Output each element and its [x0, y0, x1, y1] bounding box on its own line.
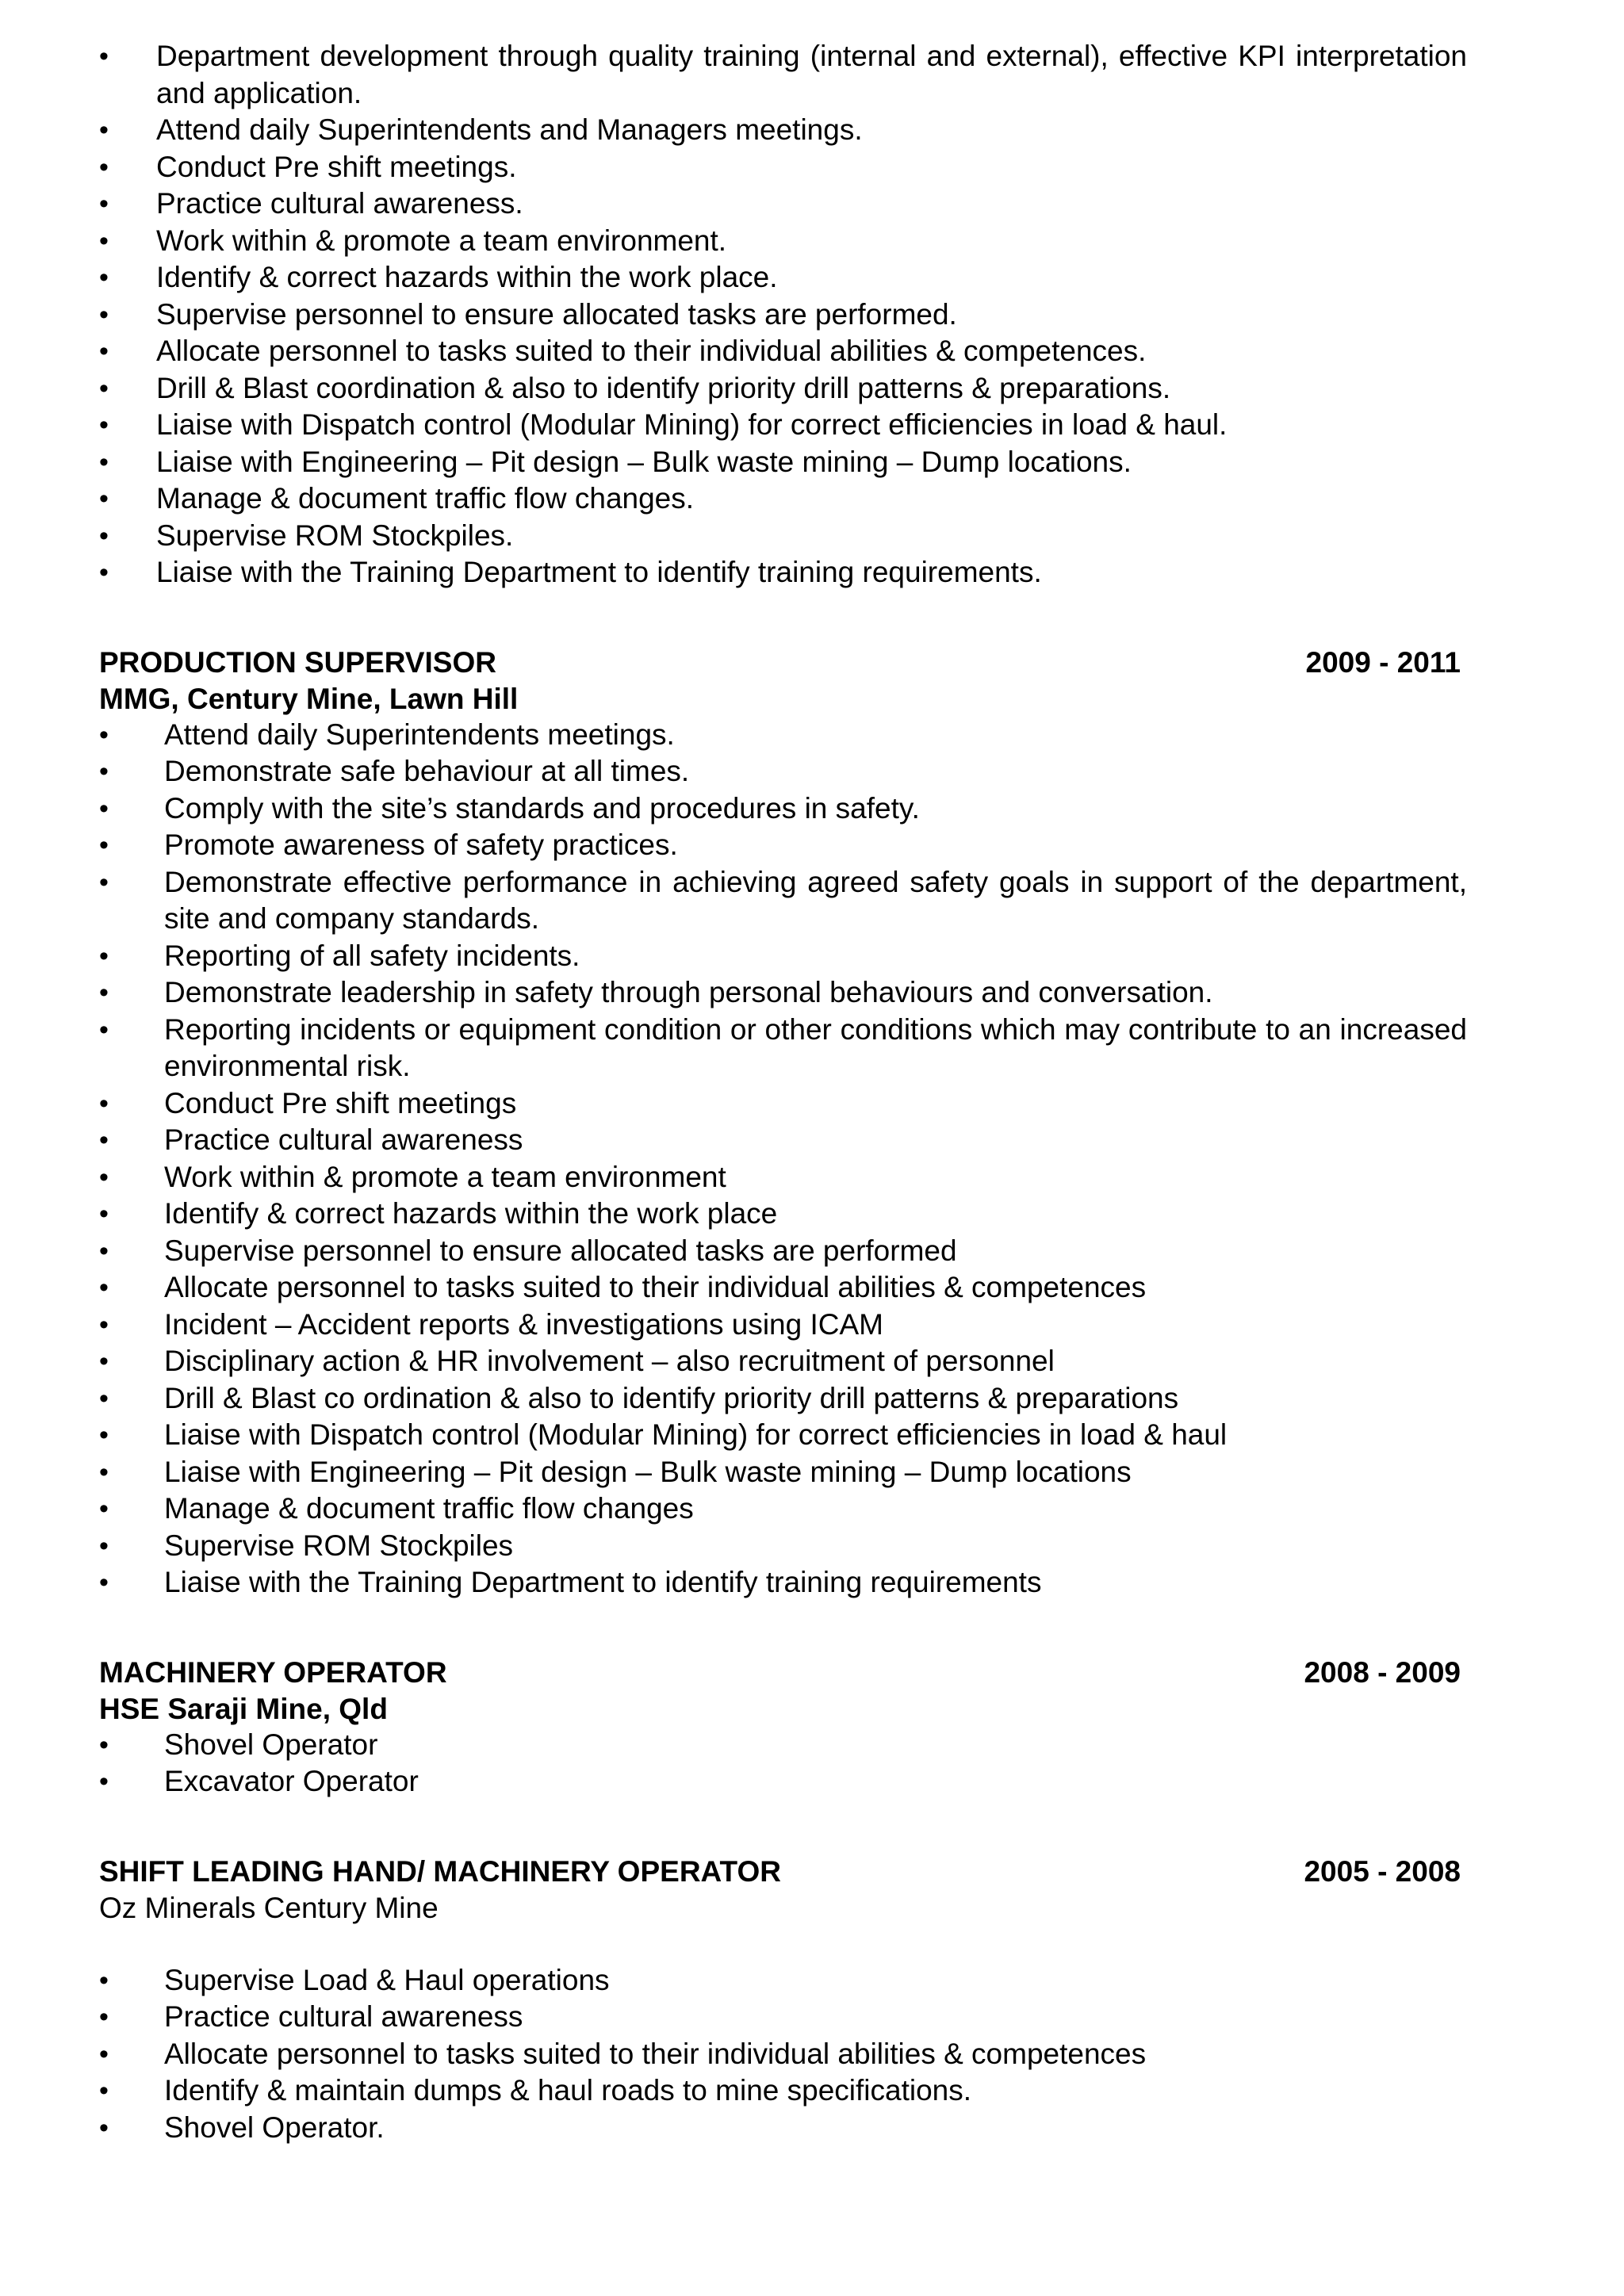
bullet-text: Identify & correct hazards within the work place: [164, 1197, 778, 1230]
bullet-dot-icon: •: [99, 1494, 109, 1524]
bullet-item: [99, 1196, 1467, 1233]
bullet-dot-icon: •: [99, 336, 109, 366]
bullet-item: [99, 2036, 1467, 2073]
bullet-item: [99, 1269, 1467, 1307]
bullet-dot-icon: •: [99, 1309, 109, 1340]
bullet-text: Promote awareness of safety practices.: [164, 828, 678, 861]
bullet-dot-icon: •: [99, 1729, 109, 1760]
bullet-item: [99, 1307, 1467, 1344]
job-bullet-list: [99, 1727, 1467, 1800]
bullet-dot-icon: •: [99, 225, 109, 256]
bullet-item: [99, 2072, 1467, 2110]
bullet-item: [99, 1012, 1467, 1085]
bullet-dot-icon: •: [99, 1567, 109, 1598]
bullet-text: Shovel Operator.: [164, 2110, 385, 2144]
bullet-dot-icon: •: [99, 151, 109, 182]
bullet-item: [99, 864, 1467, 938]
bullet-text: Work within & promote a team environment.: [156, 224, 727, 257]
bullet-dot-icon: •: [99, 520, 109, 551]
bullet-text: Identify & correct hazards within the work place.: [156, 261, 778, 293]
bullet-text: Practice cultural awareness: [164, 1123, 523, 1156]
bullet-text: Practice cultural awareness.: [156, 187, 523, 220]
bullet-dot-icon: •: [99, 2002, 109, 2032]
bullet-text: Conduct Pre shift meetings: [164, 1086, 517, 1119]
bullet-text: Allocate personnel to tasks suited to their individual abilities & competences: [164, 2037, 1147, 2070]
bullet-item: [99, 554, 1467, 591]
bullet-dot-icon: •: [99, 978, 109, 1008]
bullet-item: [99, 186, 1467, 223]
bullet-dot-icon: •: [99, 1766, 109, 1797]
bullet-item: [99, 1417, 1467, 1454]
bullet-dot-icon: •: [99, 2038, 109, 2069]
bullet-dot-icon: •: [99, 1088, 109, 1119]
bullet-dot-icon: •: [99, 1420, 109, 1450]
bullet-item: [99, 1454, 1467, 1491]
bullet-dot-icon: •: [99, 1965, 109, 1996]
bullet-text: Demonstrate safe behaviour at all times.: [164, 755, 690, 787]
bullet-text: Supervise ROM Stockpiles.: [156, 519, 514, 552]
bullet-item: [99, 407, 1467, 444]
bullet-text: Incident – Accident reports & investigations using ICAM: [164, 1307, 883, 1341]
bullet-dot-icon: •: [99, 410, 109, 440]
job-bullet-list: [99, 717, 1467, 1601]
job-header: [99, 1655, 1467, 1691]
bullet-text: Liaise with Dispatch control (Modular Mining) for correct efficiencies in load & haul.: [156, 408, 1228, 441]
bullet-text: Comply with the site’s standards and procedures in safety.: [164, 791, 920, 825]
bullet-item: [99, 333, 1467, 370]
bullet-item: [99, 1763, 1467, 1800]
bullet-text: Reporting incidents or equipment condition or other conditions which may contribute to an increased environmental risk.: [164, 1012, 1467, 1082]
bullet-dot-icon: •: [99, 1456, 109, 1487]
bullet-dot-icon: •: [99, 719, 109, 750]
job-header: [99, 1854, 1467, 1890]
bullet-text: Work within & promote a team environment: [164, 1160, 726, 1193]
bullet-text: Liaise with the Training Department to identify training requirements.: [156, 556, 1042, 588]
bullet-item: [99, 938, 1467, 975]
bullet-text: Demonstrate effective performance in achieving agreed safety goals in support of the department, site and company standards.: [164, 865, 1467, 935]
job-production-supervisor: [99, 645, 1467, 1601]
bullet-dot-icon: •: [99, 2076, 109, 2106]
bullet-dot-icon: •: [99, 446, 109, 477]
bullet-text: Supervise Load & Haul operations: [164, 1963, 610, 1996]
bullet-item: [99, 112, 1467, 149]
bullet-item: [99, 1564, 1467, 1601]
resume-page: [99, 38, 1467, 2146]
bullet-text: Identify & maintain dumps & haul roads to mine specifications.: [164, 2074, 972, 2107]
bullet-dot-icon: •: [99, 1530, 109, 1561]
bullet-dot-icon: •: [99, 830, 109, 860]
job-employer: HSE Saraji Mine, Qld: [99, 1692, 388, 1725]
bullet-item: [99, 1380, 1467, 1418]
bullet-dot-icon: •: [99, 940, 109, 971]
bullet-text: Reporting of all safety incidents.: [164, 939, 580, 972]
bullet-dot-icon: •: [99, 299, 109, 330]
bullet-text: Practice cultural awareness: [164, 2000, 523, 2033]
bullet-dot-icon: •: [99, 1014, 109, 1045]
job-title: MACHINERY OPERATOR: [99, 1655, 447, 1689]
bullet-item: [99, 297, 1467, 334]
bullet-dot-icon: •: [99, 1199, 109, 1229]
bullet-text: Manage & document traffic flow changes.: [156, 482, 695, 515]
bullet-text: Attend daily Superintendents meetings.: [164, 718, 675, 751]
bullet-item: [99, 149, 1467, 186]
bullet-item: [99, 1122, 1467, 1159]
bullet-item: [99, 444, 1467, 481]
bullet-dot-icon: •: [99, 115, 109, 145]
job-shift-leading-hand: [99, 1854, 1467, 2147]
bullet-item: [99, 790, 1467, 828]
bullet-text: Allocate personnel to tasks suited to their individual abilities & competences: [164, 1271, 1147, 1303]
bullet-item: [99, 717, 1467, 754]
bullet-dot-icon: •: [99, 2112, 109, 2143]
job-bullet-list: [99, 1962, 1467, 2147]
bullet-item: [99, 2110, 1467, 2147]
bullet-item: [99, 1490, 1467, 1528]
bullet-item: [99, 1159, 1467, 1196]
job-title: PRODUCTION SUPERVISOR: [99, 645, 496, 679]
bullet-dot-icon: •: [99, 1161, 109, 1192]
intro-bullet-list: [99, 38, 1467, 591]
bullet-item: [99, 753, 1467, 790]
job-employer: MMG, Century Mine, Lawn Hill: [99, 682, 519, 715]
bullet-text: Drill & Blast coordination & also to identify priority drill patterns & preparations.: [156, 371, 1171, 404]
bullet-text: Demonstrate leadership in safety through personal behaviours and conversation.: [164, 976, 1213, 1008]
bullet-text: Drill & Blast co ordination & also to identify priority drill patterns & preparations: [164, 1381, 1179, 1414]
bullet-dot-icon: •: [99, 756, 109, 786]
bullet-text: Manage & document traffic flow changes: [164, 1492, 694, 1525]
bullet-text: Supervise personnel to ensure allocated tasks are performed: [164, 1234, 957, 1267]
bullet-text: Liaise with Engineering – Pit design – Bulk waste mining – Dump locations: [164, 1455, 1132, 1488]
bullet-dot-icon: •: [99, 1125, 109, 1155]
bullet-item: [99, 1999, 1467, 2036]
bullet-text: Conduct Pre shift meetings.: [156, 150, 517, 183]
bullet-dot-icon: •: [99, 262, 109, 293]
bullet-item: [99, 974, 1467, 1012]
bullet-text: Excavator Operator: [164, 1765, 419, 1797]
bullet-text: Liaise with Engineering – Pit design – Bulk waste mining – Dump locations.: [156, 445, 1132, 478]
bullet-text: Liaise with Dispatch control (Modular Mining) for correct efficiencies in load & haul: [164, 1418, 1228, 1451]
bullet-text: Shovel Operator: [164, 1728, 378, 1761]
job-employer: Oz Minerals Century Mine: [99, 1891, 439, 1924]
job-dates: 2008 - 2009: [1304, 1655, 1461, 1689]
bullet-item: [99, 518, 1467, 555]
bullet-item: [99, 1727, 1467, 1764]
bullet-text: Disciplinary action & HR involvement – also recruitment of personnel: [164, 1345, 1055, 1377]
bullet-text: Allocate personnel to tasks suited to their individual abilities & competences.: [156, 335, 1147, 367]
bullet-item: [99, 1233, 1467, 1270]
bullet-dot-icon: •: [99, 41, 109, 71]
bullet-item: [99, 827, 1467, 864]
bullet-dot-icon: •: [99, 484, 109, 514]
bullet-dot-icon: •: [99, 793, 109, 824]
bullet-item: [99, 1528, 1467, 1565]
bullet-item: [99, 370, 1467, 408]
bullet-dot-icon: •: [99, 1346, 109, 1376]
bullet-item: [99, 480, 1467, 518]
job-header: [99, 645, 1467, 681]
bullet-dot-icon: •: [99, 1272, 109, 1303]
bullet-item: [99, 1085, 1467, 1123]
bullet-item: [99, 1962, 1467, 1999]
job-dates: 2005 - 2008: [1304, 1854, 1461, 1888]
bullet-item: [99, 259, 1467, 297]
job-machinery-operator: [99, 1655, 1467, 1800]
bullet-dot-icon: •: [99, 189, 109, 219]
bullet-dot-icon: •: [99, 373, 109, 404]
bullet-text: Attend daily Superintendents and Managers meetings.: [156, 113, 863, 146]
job-title: SHIFT LEADING HAND/ MACHINERY OPERATOR: [99, 1854, 781, 1888]
bullet-item: [99, 1343, 1467, 1380]
bullet-text: Liaise with the Training Department to identify training requirements: [164, 1566, 1042, 1598]
job-dates: 2009 - 2011: [1305, 645, 1461, 679]
bullet-dot-icon: •: [99, 867, 109, 897]
bullet-text: Supervise ROM Stockpiles: [164, 1529, 514, 1562]
bullet-dot-icon: •: [99, 1383, 109, 1414]
bullet-dot-icon: •: [99, 1235, 109, 1266]
bullet-dot-icon: •: [99, 557, 109, 587]
bullet-item: [99, 38, 1467, 112]
bullet-item: [99, 223, 1467, 260]
bullet-text: Supervise personnel to ensure allocated tasks are performed.: [156, 297, 957, 331]
bullet-text: Department development through quality training (internal and external), effective KPI interpretation and application.: [156, 40, 1467, 109]
